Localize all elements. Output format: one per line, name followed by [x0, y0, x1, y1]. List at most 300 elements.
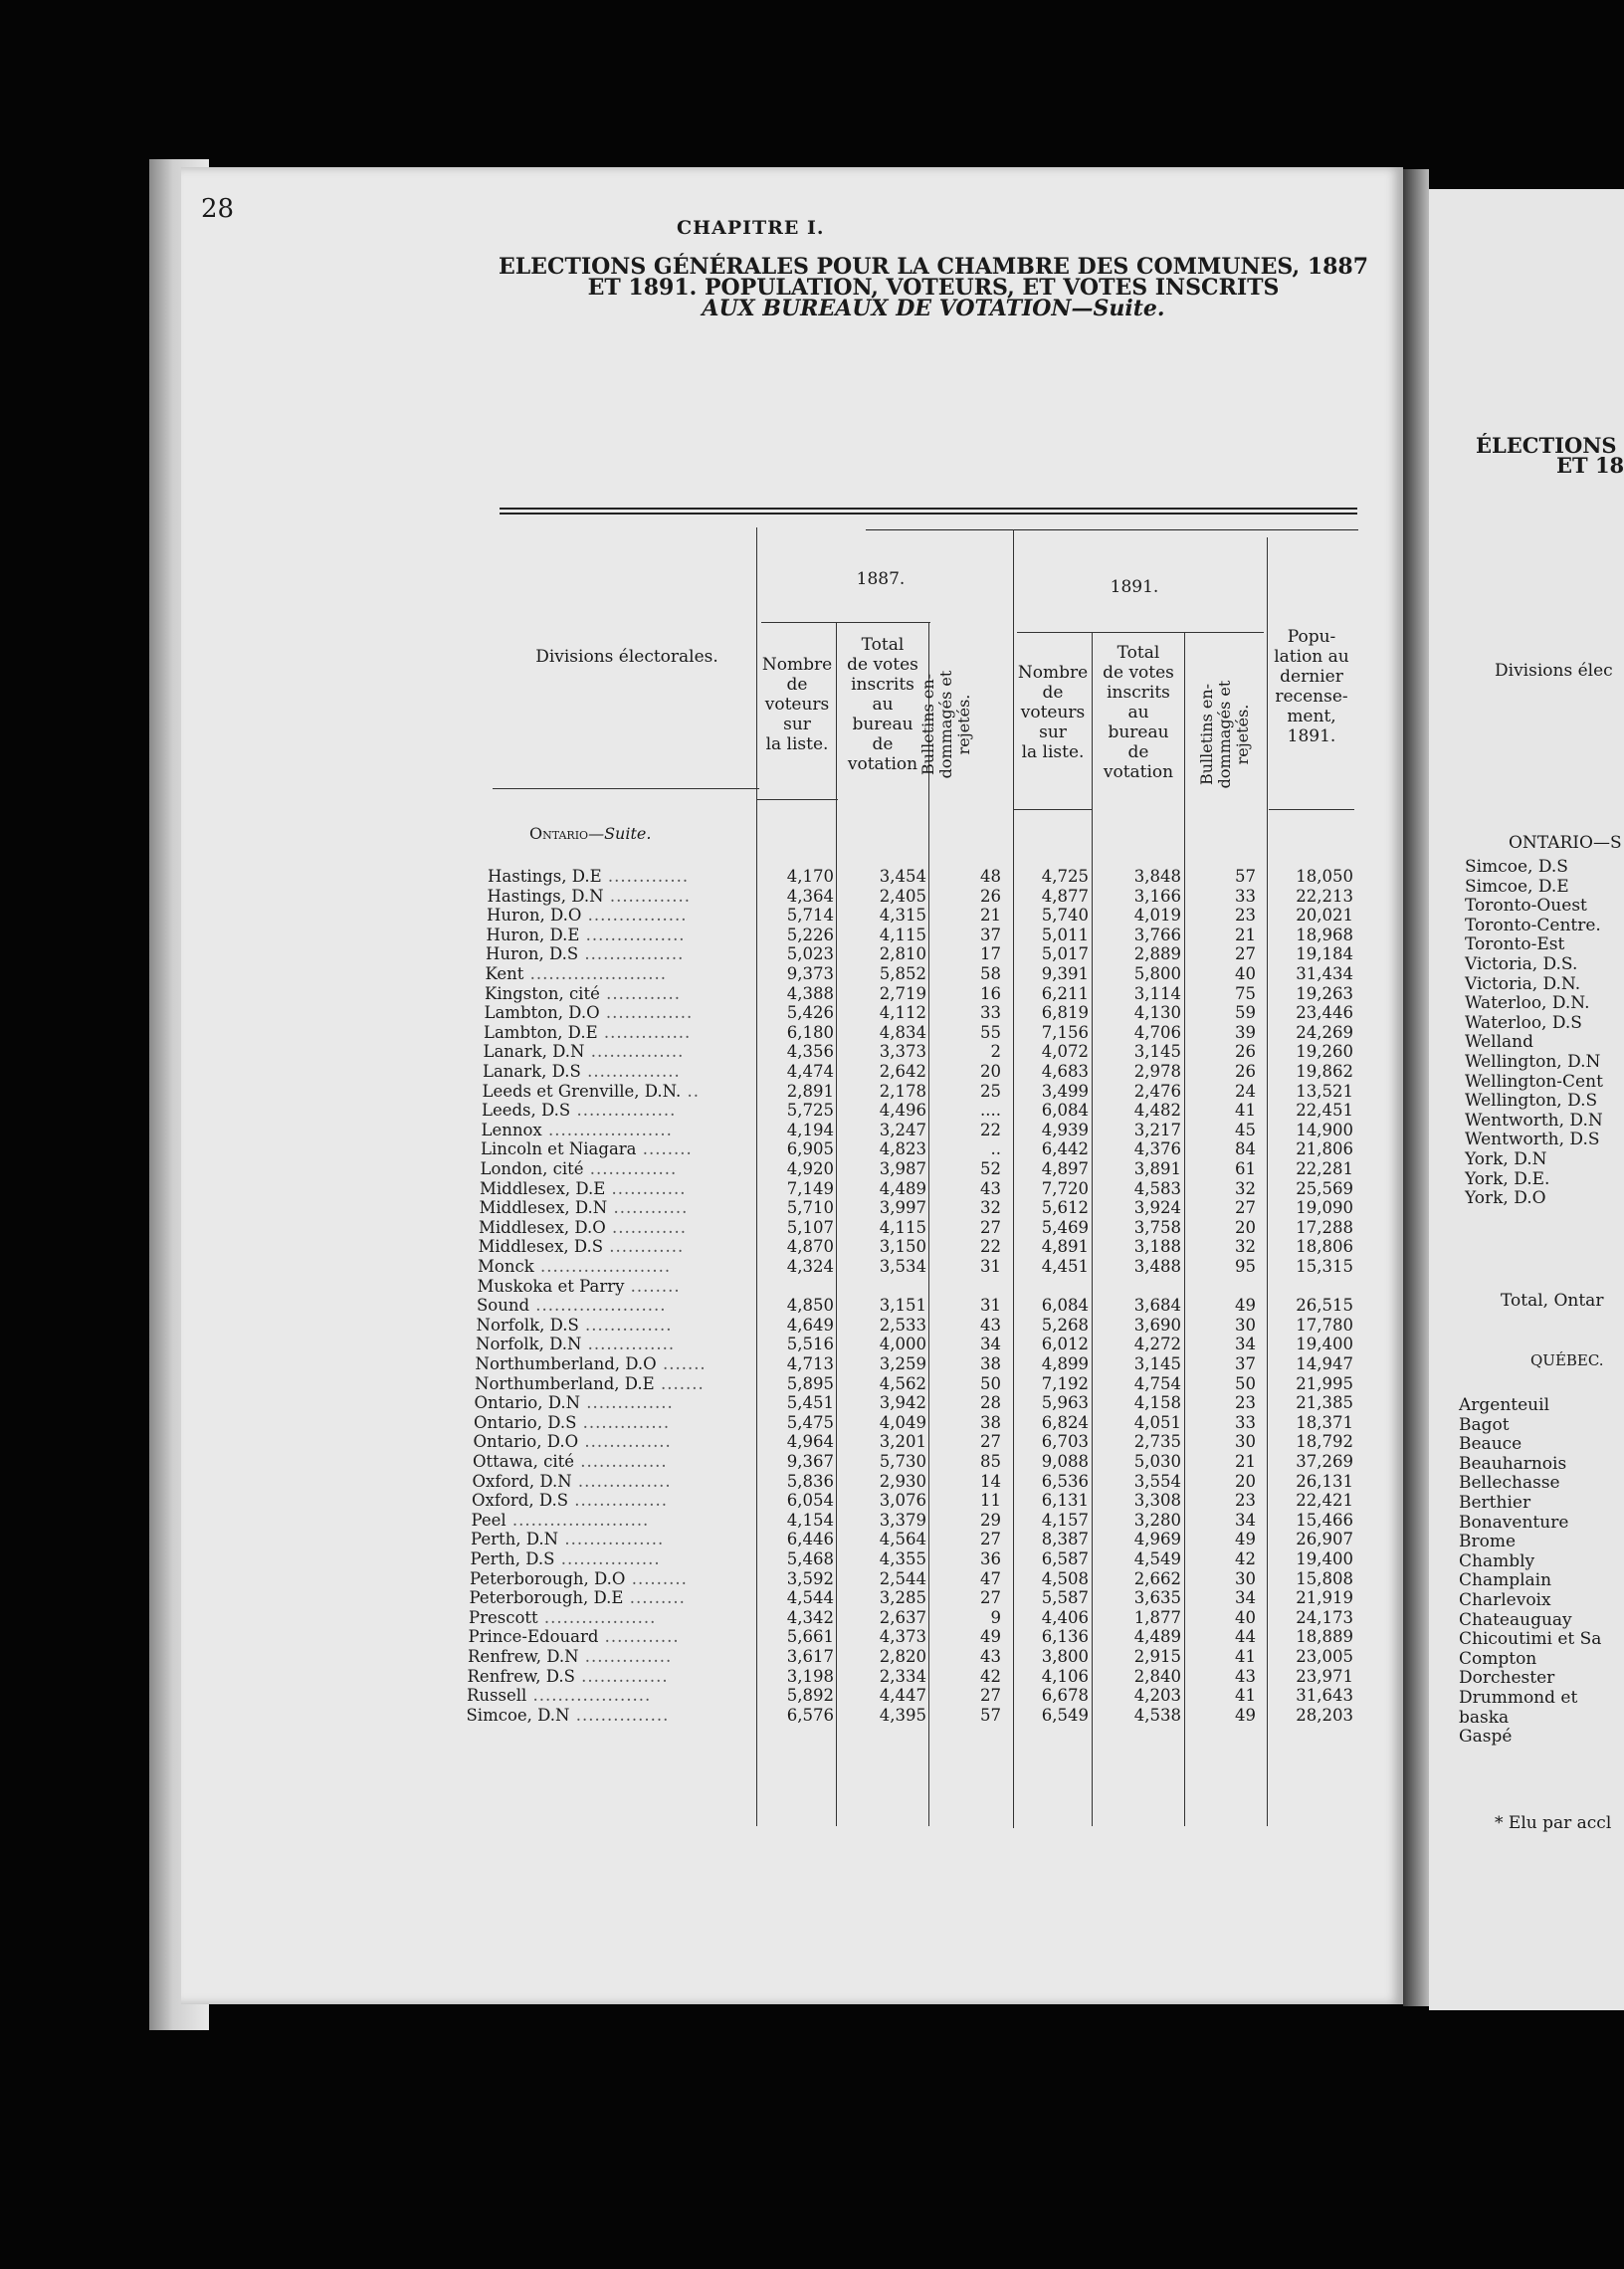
cell-b1891: 27 [1235, 1198, 1256, 1218]
cell-t1887: 5,730 [879, 1452, 926, 1471]
cell-t1891: 3,684 [1133, 1296, 1181, 1316]
header-spoiled-1891: Bulletins en- dommagés et rejetés. [1197, 680, 1252, 789]
next-page-row: Bonaventure [1459, 1512, 1569, 1533]
cell-b1887: 38 [980, 1354, 1001, 1373]
cell-b1887: 14 [980, 1471, 1001, 1491]
next-page-row: Brome [1459, 1532, 1517, 1552]
cell-b1891: 23 [1235, 1491, 1256, 1511]
leader-dots: ............. [603, 886, 692, 906]
cell-v1891: 4,106 [1041, 1666, 1089, 1686]
division-name: Sound ..................... [477, 1296, 667, 1316]
cell-b1891: 32 [1235, 1178, 1256, 1198]
next-page-row: Chicoutimi et Sa [1459, 1629, 1602, 1650]
cell-v1891: 6,084 [1041, 1101, 1089, 1121]
next-page-row: Beauce [1459, 1434, 1522, 1455]
leader-dots: .............. [599, 1003, 694, 1023]
cell-b1891: 40 [1235, 1607, 1256, 1627]
next-page-row: Gaspé [1459, 1727, 1513, 1748]
cell-b1891: 34 [1235, 1510, 1256, 1530]
cell-t1891: 2,476 [1133, 1081, 1181, 1101]
cell-v1891: 5,963 [1041, 1393, 1089, 1413]
division-name: Kent ...................... [485, 964, 668, 983]
cell-t1891: 3,166 [1133, 886, 1181, 906]
cell-b1891: 42 [1235, 1549, 1256, 1568]
cell-b1891: 44 [1235, 1627, 1256, 1647]
leader-dots: ............ [607, 1198, 689, 1218]
cell-pop: 26,907 [1296, 1530, 1353, 1549]
cell-t1887: 2,810 [879, 944, 926, 964]
division-name: Renfrew, D.S .............. [467, 1666, 669, 1686]
cell-pop: 23,005 [1296, 1647, 1353, 1666]
header-total-votes-1891: Total de votes inscrits au bureau de votation [1103, 643, 1174, 782]
chapter-heading: CHAPITRE I. [677, 217, 825, 239]
next-page-row: Champlain [1459, 1570, 1552, 1591]
cell-t1891: 4,203 [1133, 1686, 1181, 1706]
cell-b1891: 20 [1235, 1217, 1256, 1237]
leader-dots: ...................... [523, 964, 668, 983]
leader-dots: ............... [580, 1062, 681, 1081]
division-name: Perth, D.S ................ [470, 1549, 661, 1568]
next-page-ontario-label: ONTARIO—S [1509, 833, 1622, 853]
leader-dots: ........ [624, 1276, 681, 1296]
cell-b1891: 33 [1235, 1412, 1256, 1432]
table-row [0, 1491, 1393, 1512]
cell-pop: 15,315 [1296, 1257, 1353, 1276]
cell-b1887: 11 [980, 1491, 1001, 1511]
cell-pop: 13,521 [1296, 1081, 1353, 1101]
cell-v1887: 5,710 [786, 1198, 834, 1218]
leader-dots: .............. [578, 1647, 673, 1666]
cell-t1887: 2,544 [879, 1568, 926, 1588]
cell-b1891: 40 [1235, 964, 1256, 983]
leader-dots: ................ [558, 1530, 665, 1549]
leader-dots: ............... [568, 1491, 668, 1511]
cell-b1887: 37 [980, 925, 1001, 944]
cell-t1887: 4,562 [879, 1373, 926, 1393]
table-row [0, 1101, 1393, 1122]
cell-b1887: .. [990, 1139, 1001, 1159]
table-row [0, 887, 1393, 908]
table-row [0, 1569, 1393, 1590]
table-row [0, 1530, 1393, 1550]
cell-t1891: 3,848 [1133, 867, 1181, 886]
cell-t1887: 4,112 [879, 1003, 926, 1023]
page-number: 28 [201, 194, 235, 224]
next-page-row: Simcoe, D.S [1465, 857, 1568, 877]
next-page-row: Charlevoix [1459, 1590, 1551, 1610]
cell-v1887: 4,154 [786, 1510, 834, 1530]
cell-t1891: 4,583 [1133, 1178, 1181, 1198]
leader-dots: .. [681, 1081, 701, 1101]
cell-t1891: 5,800 [1133, 964, 1181, 983]
cell-pop: 14,947 [1296, 1354, 1353, 1373]
leader-dots: ......... [623, 1588, 686, 1608]
cell-t1887: 4,395 [879, 1705, 926, 1725]
title-rule [500, 508, 1357, 510]
cell-v1891: 5,017 [1041, 944, 1089, 964]
cell-t1891: 2,840 [1133, 1666, 1181, 1686]
table-row [0, 1647, 1393, 1668]
table-row [0, 1062, 1393, 1083]
cell-t1887: 4,049 [879, 1412, 926, 1432]
year-rule-1891 [1017, 632, 1264, 633]
next-page-footnote: * Elu par accl [1495, 1813, 1612, 1833]
cell-t1891: 4,482 [1133, 1101, 1181, 1121]
table-row [0, 1393, 1393, 1414]
header-voters-1887: Nombre de voteurs sur la liste. [761, 655, 833, 754]
division-name: Lanark, D.N ............... [483, 1042, 685, 1062]
division-name: Lambton, D.E .............. [484, 1022, 692, 1042]
division-name: Lambton, D.O .............. [484, 1003, 694, 1023]
cell-b1887: 33 [980, 1003, 1001, 1023]
table-row [0, 1218, 1393, 1239]
leader-dots: ......... [625, 1568, 688, 1588]
cell-t1891: 2,662 [1133, 1568, 1181, 1588]
cell-t1887: 3,373 [879, 1042, 926, 1062]
cell-t1891: 3,188 [1133, 1237, 1181, 1257]
section-ontario [529, 824, 651, 843]
cell-t1887: 2,820 [879, 1647, 926, 1666]
cell-b1891: 33 [1235, 886, 1256, 906]
cell-t1887: 4,823 [879, 1139, 926, 1159]
header-bottom-rule [756, 799, 838, 800]
cell-b1891: 41 [1235, 1686, 1256, 1706]
division-name: Oxford, D.S ............... [472, 1491, 668, 1511]
cell-t1891: 2,889 [1133, 944, 1181, 964]
division-name: Leeds et Grenville, D.N. .. [482, 1081, 701, 1101]
division-name: Norfolk, D.S .............. [476, 1315, 673, 1335]
header-year-1891: 1891. [1110, 577, 1159, 597]
cell-b1891: 39 [1235, 1022, 1256, 1042]
cell-t1891: 3,891 [1133, 1159, 1181, 1178]
cell-b1887: 49 [980, 1627, 1001, 1647]
leader-dots: ............ [605, 1217, 687, 1237]
cell-v1891: 5,469 [1041, 1217, 1089, 1237]
next-page-row: Argenteuil [1459, 1395, 1550, 1415]
cell-v1887: 6,180 [786, 1022, 834, 1042]
cell-t1887: 3,247 [879, 1120, 926, 1139]
cell-v1887: 5,725 [786, 1101, 834, 1121]
cell-v1887: 4,649 [786, 1315, 834, 1335]
next-page-row: Toronto-Centre. [1465, 915, 1601, 935]
year-rule-1887 [761, 622, 930, 623]
leader-dots: ..................... [529, 1296, 667, 1316]
book-gutter [1403, 169, 1429, 2006]
cell-b1887: 85 [980, 1452, 1001, 1471]
cell-v1887: 5,475 [786, 1412, 834, 1432]
cell-t1891: 3,554 [1133, 1471, 1181, 1491]
cell-t1887: 3,151 [879, 1296, 926, 1316]
table-row [0, 1686, 1393, 1707]
cell-v1887: 4,850 [786, 1296, 834, 1316]
cell-b1887: 48 [980, 867, 1001, 886]
cell-t1887: 4,564 [879, 1530, 926, 1549]
division-name: Hastings, D.E ............. [488, 867, 690, 886]
cell-b1887: 26 [980, 886, 1001, 906]
cell-t1891: 2,915 [1133, 1647, 1181, 1666]
cell-b1891: 23 [1235, 1393, 1256, 1413]
cell-b1887: 21 [980, 906, 1001, 926]
cell-t1891: 4,549 [1133, 1549, 1181, 1568]
table-row [0, 1257, 1393, 1278]
header-total-votes-1887: Total de votes inscrits au bureau de votation [847, 635, 918, 774]
cell-v1891: 6,824 [1041, 1412, 1089, 1432]
division-name: Lanark, D.S ............... [483, 1062, 681, 1081]
cell-t1891: 4,538 [1133, 1705, 1181, 1725]
cell-pop: 37,269 [1296, 1452, 1353, 1471]
cell-v1887: 4,474 [786, 1062, 834, 1081]
title-line-2: ET 1891. POPULATION, VOTEURS, ET VOTES INSCRITS [587, 275, 1280, 301]
cell-pop: 20,021 [1296, 906, 1353, 926]
cell-b1887: 27 [980, 1686, 1001, 1706]
next-page-row: Welland [1465, 1032, 1533, 1053]
cell-pop: 25,569 [1296, 1178, 1353, 1198]
cell-t1891: 4,272 [1133, 1335, 1181, 1354]
next-page-row: Dorchester [1459, 1668, 1555, 1689]
table-row [0, 1121, 1393, 1141]
division-name: Lennox .................... [481, 1120, 673, 1139]
cell-v1891: 4,683 [1041, 1062, 1089, 1081]
cell-t1887: 4,355 [879, 1549, 926, 1568]
cell-b1891: 57 [1235, 867, 1256, 886]
cell-b1887: 27 [980, 1217, 1001, 1237]
cell-v1891: 9,088 [1041, 1452, 1089, 1471]
cell-b1887: 25 [980, 1081, 1001, 1101]
cell-pop: 15,808 [1296, 1568, 1353, 1588]
cell-v1887: 4,356 [786, 1042, 834, 1062]
cell-v1887: 4,870 [786, 1237, 834, 1257]
cell-pop: 14,900 [1296, 1120, 1353, 1139]
table-row [0, 1413, 1393, 1434]
cell-t1887: 4,489 [879, 1178, 926, 1198]
cell-t1887: 4,447 [879, 1686, 926, 1706]
cell-t1891: 4,754 [1133, 1373, 1181, 1393]
cell-t1887: 3,259 [879, 1354, 926, 1373]
cell-b1887: 32 [980, 1198, 1001, 1218]
cell-v1891: 4,451 [1041, 1257, 1089, 1276]
cell-v1891: 5,612 [1041, 1198, 1089, 1218]
cell-v1887: 4,324 [786, 1257, 834, 1276]
table-row [0, 1237, 1393, 1258]
next-page-total-label: Total, Ontar [1501, 1291, 1604, 1311]
cell-pop: 28,203 [1296, 1705, 1353, 1725]
cell-v1887: 4,364 [786, 886, 834, 906]
header-bottom-rule [1269, 809, 1354, 810]
cell-b1891: 21 [1235, 925, 1256, 944]
next-page-title-line-2: ET 18 [1556, 453, 1624, 478]
leader-dots: .............. [581, 1335, 676, 1354]
division-name: Prince-Edouard ............ [468, 1627, 680, 1647]
cell-t1887: 4,834 [879, 1022, 926, 1042]
cell-t1887: 2,533 [879, 1315, 926, 1335]
leader-dots: ...................... [506, 1510, 650, 1530]
table-row [0, 1179, 1393, 1200]
table-row [0, 1588, 1393, 1609]
cell-v1891: 6,549 [1041, 1705, 1089, 1725]
cell-b1891: 27 [1235, 944, 1256, 964]
cell-v1887: 2,891 [786, 1081, 834, 1101]
division-name: Leeds, D.S ................ [482, 1101, 677, 1121]
cell-b1891: 30 [1235, 1315, 1256, 1335]
division-name: Northumberland, D.E ....... [475, 1373, 705, 1393]
next-page-row: Compton [1459, 1648, 1537, 1669]
cell-t1887: 2,178 [879, 1081, 926, 1101]
cell-v1887: 3,198 [786, 1666, 834, 1686]
next-page-row: Wellington-Cent [1465, 1071, 1603, 1092]
division-name: Huron, D.O ................ [487, 906, 688, 926]
cell-pop: 18,889 [1296, 1627, 1353, 1647]
table-row [0, 1159, 1393, 1180]
leader-dots: .................... [541, 1120, 673, 1139]
division-name: Peel ...................... [471, 1510, 650, 1530]
cell-t1887: 3,285 [879, 1588, 926, 1608]
cell-v1891: 3,800 [1041, 1647, 1089, 1666]
cell-b1887: 27 [980, 1588, 1001, 1608]
cell-t1887: 3,987 [879, 1159, 926, 1178]
next-page-row: Toronto-Est [1465, 934, 1565, 955]
cell-v1887: 4,388 [786, 983, 834, 1003]
cell-v1887: 3,617 [786, 1647, 834, 1666]
cell-v1887: 5,895 [786, 1373, 834, 1393]
cell-t1887: 2,642 [879, 1062, 926, 1081]
next-page-row: Bellechasse [1459, 1473, 1560, 1494]
cell-t1887: 2,334 [879, 1666, 926, 1686]
cell-v1887: 5,714 [786, 906, 834, 926]
next-page-row: Victoria, D.N. [1465, 973, 1581, 994]
cell-b1887: 57 [980, 1705, 1001, 1725]
division-name: London, cité .............. [480, 1159, 678, 1178]
table-row [0, 1608, 1393, 1629]
division-name: Ontario, D.S .............. [474, 1412, 671, 1432]
cell-pop: 21,995 [1296, 1373, 1353, 1393]
header-year-1887: 1887. [856, 569, 906, 589]
cell-t1891: 3,758 [1133, 1217, 1181, 1237]
table-title [496, 254, 1371, 321]
division-name: Middlesex, D.E ............ [480, 1178, 687, 1198]
next-page-row: Waterloo, D.N. [1465, 993, 1590, 1014]
cell-b1887: 9 [990, 1607, 1001, 1627]
cell-b1891: 41 [1235, 1101, 1256, 1121]
cell-b1891: 26 [1235, 1062, 1256, 1081]
next-page-row: Waterloo, D.S [1465, 1012, 1582, 1033]
cell-b1891: 50 [1235, 1373, 1256, 1393]
leader-dots: ................ [578, 944, 685, 964]
cell-pop: 19,184 [1296, 944, 1353, 964]
cell-b1887: 27 [980, 1432, 1001, 1452]
table-row [0, 1472, 1393, 1493]
cell-b1887: 43 [980, 1647, 1001, 1666]
division-name: Monck ..................... [478, 1257, 672, 1276]
division-name: Northumberland, D.O ....... [475, 1354, 707, 1373]
next-page-row: Simcoe, D.E [1465, 876, 1569, 897]
division-name: Kingston, cité ............ [485, 983, 682, 1003]
cell-b1887: 28 [980, 1393, 1001, 1413]
title-line-3: AUX BUREAUX DE VOTATION—Suite. [702, 296, 1165, 321]
cell-b1891: 32 [1235, 1237, 1256, 1257]
cell-v1887: 5,023 [786, 944, 834, 964]
cell-t1891: 4,158 [1133, 1393, 1181, 1413]
division-name: Ontario, D.N .............. [474, 1393, 674, 1413]
cell-v1887: 5,836 [786, 1471, 834, 1491]
table-row [0, 1511, 1393, 1532]
leader-dots: ....... [656, 1354, 707, 1373]
next-page-row: York, D.E. [1465, 1168, 1550, 1189]
division-name: Russell ................... [467, 1686, 652, 1706]
next-page-row: Berthier [1459, 1493, 1531, 1513]
cell-b1891: 59 [1235, 1003, 1256, 1023]
cell-pop: 21,385 [1296, 1393, 1353, 1413]
cell-v1891: 6,131 [1041, 1491, 1089, 1511]
cell-b1891: 30 [1235, 1568, 1256, 1588]
header-spoiled-1887: Bulletins en- dommagés et rejetés. [918, 670, 973, 779]
cell-v1891: 6,442 [1041, 1139, 1089, 1159]
cell-b1891: 84 [1235, 1139, 1256, 1159]
division-name: Huron, D.S ................ [486, 944, 685, 964]
cell-b1891: 43 [1235, 1666, 1256, 1686]
cell-pop: 19,090 [1296, 1198, 1353, 1218]
cell-v1887: 4,964 [786, 1432, 834, 1452]
leader-dots: .............. [576, 1412, 671, 1432]
table-row [0, 1003, 1393, 1024]
cell-b1891: 75 [1235, 983, 1256, 1003]
cell-t1891: 2,978 [1133, 1062, 1181, 1081]
next-page-row: Beauharnois [1459, 1453, 1567, 1474]
cell-t1887: 4,115 [879, 925, 926, 944]
cell-b1887: 43 [980, 1178, 1001, 1198]
cell-v1887: 5,468 [786, 1549, 834, 1568]
cell-v1891: 4,891 [1041, 1237, 1089, 1257]
cell-pop: 15,466 [1296, 1510, 1353, 1530]
cell-t1887: 3,997 [879, 1198, 926, 1218]
cell-t1887: 3,379 [879, 1510, 926, 1530]
cell-v1891: 4,157 [1041, 1510, 1089, 1530]
cell-b1887: 20 [980, 1062, 1001, 1081]
cell-b1887: 58 [980, 964, 1001, 983]
cell-b1887: 22 [980, 1237, 1001, 1257]
cell-b1887: 50 [980, 1373, 1001, 1393]
cell-v1891: 4,508 [1041, 1568, 1089, 1588]
leader-dots: ............. [601, 867, 690, 886]
next-page-row: Bagot [1459, 1414, 1510, 1435]
cell-v1891: 6,587 [1041, 1549, 1089, 1568]
cell-t1891: 3,488 [1133, 1257, 1181, 1276]
cell-b1887: 42 [980, 1666, 1001, 1686]
division-name: Ontario, D.O .............. [473, 1432, 672, 1452]
cell-t1891: 3,145 [1133, 1042, 1181, 1062]
next-page-row: Victoria, D.S. [1465, 954, 1578, 974]
next-page-row: Chambly [1459, 1550, 1535, 1571]
cell-v1887: 9,367 [786, 1452, 834, 1471]
cell-t1891: 4,376 [1133, 1139, 1181, 1159]
cell-pop: 23,971 [1296, 1666, 1353, 1686]
cell-b1887: 34 [980, 1335, 1001, 1354]
cell-b1891: 49 [1235, 1530, 1256, 1549]
leader-dots: .............. [574, 1452, 668, 1471]
cell-b1887: .... [980, 1101, 1001, 1121]
cell-v1891: 4,939 [1041, 1120, 1089, 1139]
cell-pop: 18,806 [1296, 1237, 1353, 1257]
cell-t1887: 4,115 [879, 1217, 926, 1237]
cell-b1887: 31 [980, 1257, 1001, 1276]
next-page-division-header: Divisions élec [1495, 661, 1613, 681]
cell-b1891: 23 [1235, 906, 1256, 926]
division-name: Hastings, D.N ............. [487, 886, 692, 906]
cell-v1891: 4,877 [1041, 886, 1089, 906]
cell-v1891: 8,387 [1041, 1530, 1089, 1549]
cell-b1891: 45 [1235, 1120, 1256, 1139]
division-name: Middlesex, D.S ............ [478, 1237, 685, 1257]
leader-dots: .............. [578, 1315, 673, 1335]
